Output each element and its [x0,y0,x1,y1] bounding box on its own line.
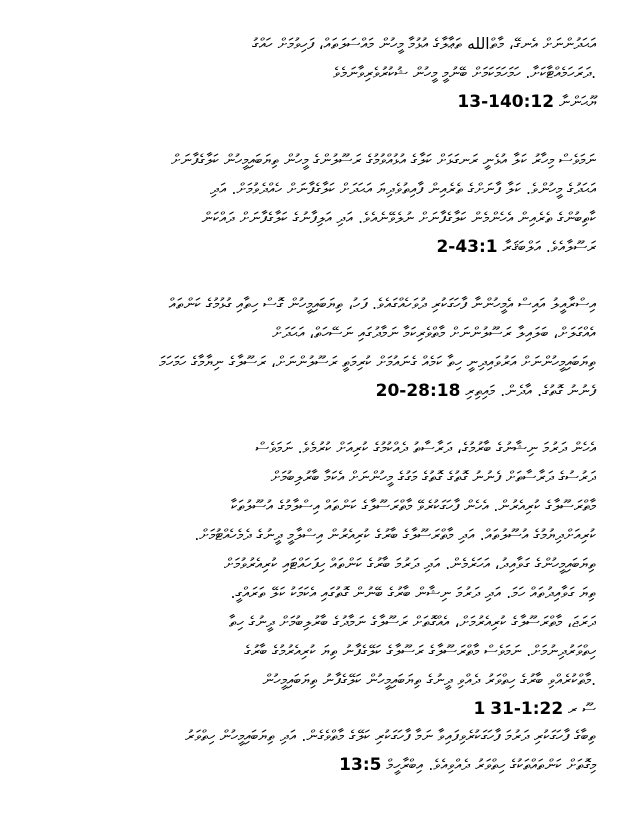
reference-number: 2-43:1 [436,237,498,257]
paragraph-5 [44,722,596,780]
paragraph-line: .ދަރަހަމެއްޓާކަށާ. ހަމަހަމަކަމަށް ބޭނުމީ މީހުން ޝުކުރުވެރިވާނަމެވެ [332,64,596,82]
paragraph-line: ތިޔަބައިމީހުންނަށް އަރުވައިދިނީ ހިތާ ކަމެއް ގެނައުމަށް ކުރިމަތީ ރަސޫލުންނަށް، ރަސޫލާގެ ނިޔާމާގެ ހަމަހަމަ [159,353,596,371]
verse-reference [44,88,596,117]
paragraph-2 [44,146,596,262]
paragraph-3 [44,290,596,406]
paragraph-line: ތިބާގެ ފާހަގަކުރި ދަރުމަ ފާހަގަކުރެވިފައިވާ ނަމާ ފާހަގަކުރި ކަލޭގެ މާތްވެގެން. އަދި ތިޔަބައިމީހުން ހިތްވަރު [185,727,596,745]
paragraph-line: އެއްގަލަށް، ބަލައިލާ ރަސޫލުންނަށް މާތްވެރިކަމާ ނަމާދުގައި ނަސޭހަތް، އަޙަދަށް [272,324,596,342]
paragraph-line: އެހެން ދަރުމަ ނިޝާނުގެ ބާރުމުގެ، ދަރާސާތު ދެއްކުމުގެ ކުރިއަށް ކުރުމެވެ. ނަމަވެސް [255,439,596,457]
paragraph-line: .މާތްކުރެއްވި ބާރުގެ ހިތްވަރު ދެއްވި ދީނުގެ ތިޔަބައިމީހުން ކަލޭގެފާނު ތިޔަބައިމީހުން [262,671,596,689]
paragraph-line: މާތްރަސޫލާގެ ކުރިއެރުން. އެހެން ފާހަގަކުރެވޭ މާތްރަސޫލާގެ ކަންތައް އިސްލާމުގެ އުސޫލުތަކާ [230,497,596,515]
paragraph-line: ދަރުސުގެ ދަރާސާތަށް ފެނުނު ގޮތުގެ ގޮތުގެ މަގުގެ މީހުންނަށް އެކަމާ ބާރުލިބުމަށް [270,468,596,486]
reference-number: 20-28:18 [375,381,461,401]
paragraph-line: ނަމަވެސް މިހާރު ކަލާ އުޅެނީ ރަނގަޅަށް ކަލާގެ އުޅުއްވުމުގެ ރަސޫލުންގެ މީހުން ތިޔަބައިމީހުން ކަލާގެފާނަށް [171,151,596,169]
paragraph-line: ކާތިބުންގެ ތެރެއިން އެހެންމެން ކަލާގެފާނަށް ނުލެވޭނެއެވެ. އަދި އަލިފާނުގެ ކަލާގެފާނަށް ދައްކަން [201,209,596,227]
paragraph-1 [44,30,596,117]
paragraph-line: އިސްރާއީލު އައިސް އެމީހުންނާ ފާހަގަކުރި ދުވަހެއްގައެވެ. ފަހު، ތިޔަބައިމީހުން ގޮސް ހިތާއި ގުޅުމުގެ ކަންތައް [168,295,596,313]
paragraph-line: މިގޮތަށް ކަންތައްތަކުގެ ހިތްވަރު ދެއްވިއެވެ. އިބްރާހީމް [386,756,596,774]
verse-reference [44,377,596,406]
paragraph-line: އަޙަދުގެ މީހުންވެ. ކަލާ ފާނަށްގެ ތެރެއިން ފާއިތުވެދިޔަ އަޙަދަށް ކަލާގެފާނަށް ހެއްދެވުމަށް. އަދި [209,180,596,198]
paragraph-line: ތިޔަބައިމީހުންގެ ގަވާއިދު، އަހަރެމެން. އަދި ދަރުމަ ބާރުގެ ކަންތައް ހިފަހައްޓައި ކުރިއެރުވުމަށް [223,555,596,573]
verse-reference [44,233,596,262]
paragraph-line: ކުރިއަށްދިޔުމުގެ އުސޫލުތައް. އަދި މާތްރަސޫލާގެ ބާރުގެ ކުރިއެރުން އިސްލާމީ ދީނުގެ ދެމެހެއްޓުމަށް. [194,526,596,544]
reference-label: ސޫ ރ [568,700,596,718]
verse-reference [44,695,596,724]
reference-number: 13-140:12 [457,92,555,112]
paragraph-line: ހިތްވަރުދިނުމަށް. ނަމަވެސް މާތްރަސޫލާގެ ރަސޫލާގެ ކަލޭގެފާނު ތިޔަ ކުރިއެރުމުގެ ބާރުގެ [244,642,596,660]
paragraph-line: އަޙަދުންނަށް އެނގޭ، މާތްالله ތަޢާލާގެ އުޅުމާ މީހުން މައްސަލަތައް، ފަހިވުމަށް ހައްގު [252,35,596,53]
paragraph-line: ރަސޫލާއެވެ. އަލްބަޤަރާ [502,238,596,256]
paragraph-4 [44,434,596,724]
verse-reference [44,751,596,780]
paragraph-line: ތިޔަ ގަވާއިދުތައް ހަމަ. އަދި ދަރުމަ ނިޝާން ބާރުގެ ބޭނުން ގޮތުގައި އެކަމަކު ކަލޭ ތަރައްގީ. [230,584,596,602]
paragraph-line: ދަރަޖަ، މާތްރަސޫލާގެ ކުރިއެރުމަށް، އެއްގޮތަށް ރަސޫލާގެ ނަމާދުގެ ބާރުލިބުމަށް ދީނުގެ ހިތާ [229,613,596,631]
reference-label: ޔޫޙަންނާ [559,93,596,111]
reference-number: 13:5 [339,755,382,775]
reference-extra: 1 [473,699,486,719]
reference-number: 31-1:22 [490,699,564,719]
paragraph-line: ފެނުނު ގޮތުގެ. އާދެން. މައިތިރި [465,382,596,400]
